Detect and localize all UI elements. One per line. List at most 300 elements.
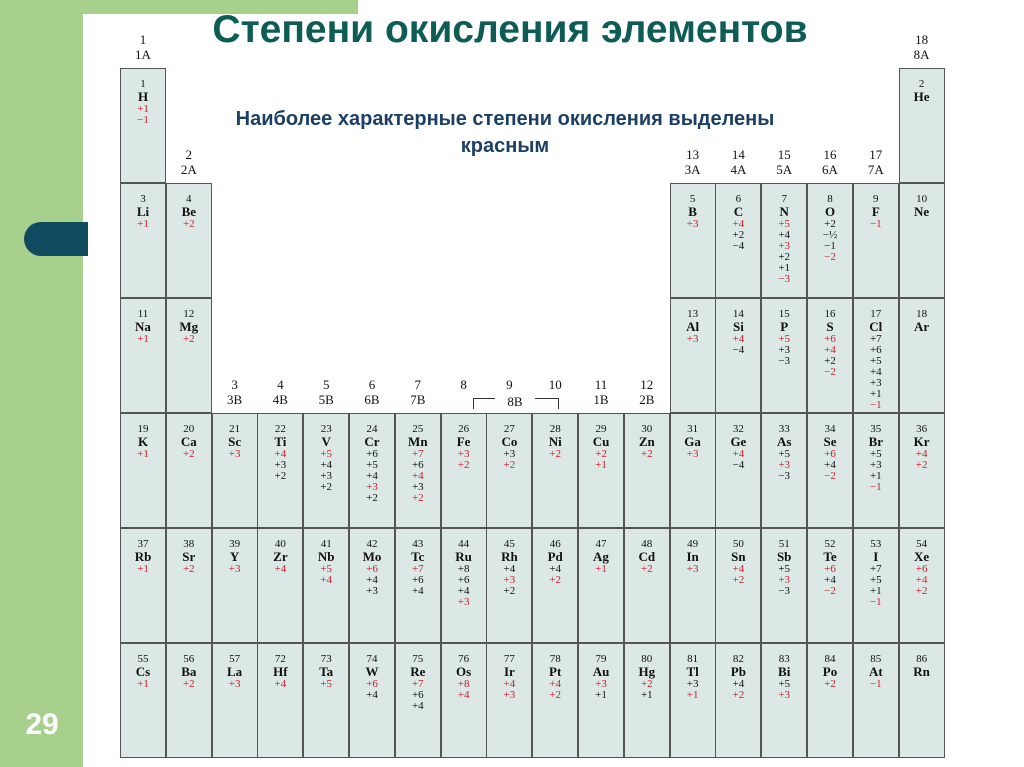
- element-symbol: In: [686, 549, 699, 564]
- oxidation-state: +3: [457, 448, 470, 460]
- decorative-pill: [24, 222, 88, 256]
- group-number: 2: [185, 147, 193, 162]
- atomic-number: 45: [503, 538, 515, 550]
- element-cell-ge: [715, 413, 761, 528]
- element-cell-la: [212, 643, 258, 758]
- oxidation-state: +3: [686, 333, 699, 345]
- atomic-number: 15: [778, 308, 790, 320]
- oxidation-state: +7: [869, 563, 882, 575]
- oxidation-state: +3: [778, 459, 791, 471]
- oxidation-state: +2: [824, 678, 836, 690]
- atomic-number: 49: [687, 538, 699, 550]
- oxidation-state: −1: [869, 218, 882, 230]
- element-symbol: Pb: [730, 664, 746, 679]
- element-cell-tl: [670, 643, 716, 758]
- atomic-number: 18: [916, 308, 928, 320]
- element-cell-ar: [899, 298, 945, 413]
- oxidation-state: +3: [228, 563, 241, 575]
- element-cell-h: [120, 68, 166, 183]
- oxidation-state: +3: [411, 481, 424, 493]
- oxidation-state: +2: [182, 563, 195, 575]
- element-symbol: C: [733, 204, 744, 219]
- oxidation-state: +2: [182, 218, 195, 230]
- oxidation-state: +4: [366, 574, 378, 586]
- oxidation-state: +2: [503, 459, 516, 471]
- oxidation-state: +4: [411, 585, 424, 597]
- oxidation-state: +6: [824, 563, 836, 575]
- oxidation-state: +5: [320, 678, 333, 690]
- element-cell-fe: [441, 413, 487, 528]
- element-cell-se: [807, 413, 853, 528]
- oxidation-state: −4: [732, 240, 745, 252]
- element-symbol: V: [321, 434, 331, 449]
- atomic-number: 29: [595, 423, 607, 435]
- element-symbol: Rn: [913, 664, 930, 679]
- element-symbol: B: [688, 204, 697, 219]
- atomic-number: 20: [183, 423, 195, 435]
- atomic-number: 21: [229, 423, 241, 435]
- oxidation-state: +3: [778, 689, 791, 701]
- element-cell-ru: [441, 528, 487, 643]
- atomic-number: 2: [918, 78, 925, 90]
- group-label: 4B: [272, 392, 288, 407]
- element-cell-mo: [349, 528, 395, 643]
- element-symbol: Se: [823, 434, 837, 449]
- group-number: 18: [915, 32, 929, 47]
- group-label: 4A: [730, 162, 747, 177]
- oxidation-state: +5: [869, 355, 882, 367]
- element-symbol: Au: [592, 664, 610, 679]
- element-symbol: O: [824, 204, 836, 219]
- atomic-number: 8: [827, 193, 833, 205]
- oxidation-state: +1: [137, 333, 149, 345]
- element-cell-po: [807, 643, 853, 758]
- element-cell-be: [166, 183, 212, 298]
- element-symbol: Kr: [913, 434, 930, 449]
- atomic-number: 51: [778, 538, 790, 550]
- atomic-number: 30: [641, 423, 653, 435]
- oxidation-state: +1: [869, 585, 882, 597]
- group-header-11: [578, 377, 624, 407]
- oxidation-state: +2: [366, 492, 378, 504]
- oxidation-state: −1: [869, 481, 882, 493]
- group-number: 9: [506, 377, 513, 392]
- atomic-number: 57: [229, 653, 241, 665]
- group-header-6: [349, 377, 395, 407]
- oxidation-state: +7: [869, 333, 882, 345]
- element-cell-he: [899, 68, 945, 183]
- element-cell-ga: [670, 413, 716, 528]
- element-cell-hg: [624, 643, 670, 758]
- oxidation-state: +1: [869, 470, 882, 482]
- atomic-number: 77: [503, 653, 515, 665]
- oxidation-state: +5: [320, 563, 333, 575]
- element-cell-tc: [395, 528, 441, 643]
- element-cell-al: [670, 298, 716, 413]
- group-header-5: [303, 377, 349, 407]
- element-cell-rh: [486, 528, 532, 643]
- oxidation-state: +4: [457, 689, 470, 701]
- oxidation-state: +4: [366, 470, 378, 482]
- atomic-number: 84: [824, 653, 836, 665]
- element-symbol: Bi: [778, 664, 791, 679]
- element-cell-w: [349, 643, 395, 758]
- element-symbol: Rb: [134, 549, 152, 564]
- group-number: 6: [368, 377, 376, 392]
- element-symbol: Ne: [914, 204, 930, 219]
- element-cell-f: [853, 183, 899, 298]
- group-label: 6B: [364, 392, 380, 407]
- element-cell-sn: [715, 528, 761, 643]
- group-header-8: [441, 377, 487, 392]
- atomic-number: 10: [916, 193, 928, 205]
- oxidation-state: +3: [274, 459, 287, 471]
- element-cell-na: [120, 298, 166, 413]
- oxidation-state: +4: [320, 574, 333, 586]
- oxidation-state: +2: [778, 251, 791, 263]
- oxidation-state: +2: [640, 678, 653, 690]
- element-cell-as: [761, 413, 807, 528]
- atomic-number: 38: [183, 538, 195, 550]
- oxidation-state: +2: [549, 574, 562, 586]
- element-symbol: Pd: [547, 549, 563, 564]
- element-cell-co: [486, 413, 532, 528]
- element-symbol: La: [227, 664, 243, 679]
- oxidation-state: +1: [595, 689, 607, 701]
- oxidation-state: +1: [640, 689, 653, 701]
- element-symbol: Re: [410, 664, 426, 679]
- element-cell-n: [761, 183, 807, 298]
- oxidation-state: +4: [732, 448, 745, 460]
- element-symbol: F: [871, 204, 880, 219]
- element-cell-cs: [120, 643, 166, 758]
- element-cell-bi: [761, 643, 807, 758]
- element-cell-xe: [899, 528, 945, 643]
- atomic-number: 26: [458, 423, 470, 435]
- atomic-number: 82: [732, 653, 744, 665]
- oxidation-state: +3: [457, 596, 470, 608]
- element-symbol: Ge: [730, 434, 747, 449]
- atomic-number: 35: [870, 423, 882, 435]
- element-symbol: Si: [732, 319, 744, 334]
- oxidation-state: +3: [503, 574, 516, 586]
- oxidation-state: +3: [228, 678, 241, 690]
- element-cell-kr: [899, 413, 945, 528]
- element-cell-mg: [166, 298, 212, 413]
- oxidation-state: +2: [915, 459, 928, 471]
- oxidation-state: +4: [411, 470, 424, 482]
- oxidation-state: +4: [824, 344, 836, 356]
- oxidation-state: +2: [503, 585, 516, 597]
- oxidation-state: −2: [824, 251, 836, 263]
- oxidation-state: −2: [824, 585, 836, 597]
- element-cell-k: [120, 413, 166, 528]
- oxidation-state: +5: [778, 563, 791, 575]
- atomic-number: 19: [137, 423, 149, 435]
- group-number: 16: [823, 147, 837, 162]
- atomic-number: 5: [689, 193, 696, 205]
- element-symbol: P: [780, 319, 789, 334]
- element-symbol: Cs: [135, 664, 151, 679]
- group-number: 17: [869, 147, 883, 162]
- element-symbol: S: [826, 319, 834, 334]
- oxidation-state: +5: [869, 448, 882, 460]
- group-header-4: [257, 377, 303, 407]
- atomic-number: 74: [366, 653, 378, 665]
- group-number: 10: [548, 377, 562, 392]
- element-symbol: Xe: [914, 549, 930, 564]
- atomic-number: 27: [503, 423, 515, 435]
- oxidation-state: +3: [869, 459, 882, 471]
- element-symbol: Hf: [273, 664, 288, 679]
- oxidation-state: +5: [778, 678, 791, 690]
- slide-subtitle: Наиболее характерные степени окисления выделены красным: [235, 108, 775, 157]
- element-symbol: I: [873, 549, 879, 564]
- oxidation-state: +6: [869, 344, 882, 356]
- element-symbol: Po: [822, 664, 838, 679]
- element-cell-ba: [166, 643, 212, 758]
- oxidation-state: +4: [366, 689, 378, 701]
- oxidation-state: +4: [732, 678, 745, 690]
- oxidation-state: +2: [732, 574, 745, 586]
- atomic-number: 25: [412, 423, 424, 435]
- oxidation-state: +4: [549, 563, 562, 575]
- atomic-number: 56: [183, 653, 195, 665]
- atomic-number: 44: [458, 538, 470, 550]
- oxidation-state: +4: [732, 218, 745, 230]
- atomic-number: 75: [412, 653, 424, 665]
- slide-number: 29: [25, 708, 59, 741]
- group-label: 5B: [318, 392, 334, 407]
- element-symbol: Tc: [411, 549, 425, 564]
- element-cell-au: [578, 643, 624, 758]
- slide-title: Степени окисления элементов: [212, 8, 808, 51]
- oxidation-state: +4: [503, 563, 516, 575]
- element-symbol: Ag: [593, 549, 609, 564]
- element-symbol: Sn: [731, 549, 746, 564]
- group-number: 5: [322, 377, 330, 392]
- group-number: 13: [686, 147, 700, 162]
- atomic-number: 7: [781, 193, 787, 205]
- atomic-number: 37: [137, 538, 149, 550]
- group-label: 7A: [867, 162, 884, 177]
- element-cell-pd: [532, 528, 578, 643]
- element-cell-v: [303, 413, 349, 528]
- group-header-12: [624, 377, 670, 407]
- element-cell-ni: [532, 413, 578, 528]
- oxidation-state: +5: [869, 574, 882, 586]
- oxidation-state: +2: [732, 689, 745, 701]
- element-symbol: Zn: [638, 434, 655, 449]
- oxidation-state: +2: [182, 678, 195, 690]
- element-symbol: He: [913, 89, 930, 104]
- oxidation-state: +4: [778, 229, 791, 241]
- group-number: 3: [231, 377, 238, 392]
- group-header-17: [853, 147, 899, 177]
- element-cell-ag: [578, 528, 624, 643]
- group-label: 1B: [593, 392, 609, 407]
- element-symbol: Ga: [684, 434, 701, 449]
- oxidation-state: +2: [182, 333, 195, 345]
- atomic-number: 3: [140, 193, 146, 205]
- oxidation-state: +3: [869, 377, 882, 389]
- oxidation-state: +5: [778, 333, 791, 345]
- oxidation-state: +7: [411, 448, 424, 460]
- group-label: 7B: [410, 392, 426, 407]
- oxidation-state: +6: [411, 574, 424, 586]
- element-symbol: As: [776, 434, 792, 449]
- oxidation-state: −1: [869, 596, 882, 608]
- atomic-number: 78: [549, 653, 561, 665]
- oxidation-state: +4: [915, 448, 928, 460]
- element-symbol: Ru: [455, 549, 472, 564]
- atomic-number: 42: [366, 538, 378, 550]
- element-symbol: Rh: [501, 549, 518, 564]
- group-number: 7: [414, 377, 422, 392]
- group-number: 8: [460, 377, 467, 392]
- group-header-16: [807, 147, 853, 177]
- oxidation-state: +5: [778, 448, 791, 460]
- oxidation-state: +4: [411, 700, 424, 712]
- atomic-number: 23: [320, 423, 332, 435]
- oxidation-state: −½: [822, 229, 838, 241]
- element-symbol: Br: [868, 434, 884, 449]
- element-cell-pt: [532, 643, 578, 758]
- element-cell-sr: [166, 528, 212, 643]
- atomic-number: 79: [595, 653, 607, 665]
- oxidation-state: +2: [411, 492, 424, 504]
- atomic-number: 11: [137, 308, 149, 320]
- atomic-number: 34: [824, 423, 836, 435]
- atomic-number: 9: [873, 193, 879, 205]
- element-cell-cd: [624, 528, 670, 643]
- element-cell-sc: [212, 413, 258, 528]
- element-cell-si: [715, 298, 761, 413]
- oxidation-state: +2: [640, 448, 653, 460]
- oxidation-state: +5: [320, 448, 333, 460]
- oxidation-state: +3: [778, 574, 791, 586]
- element-cell-y: [212, 528, 258, 643]
- atomic-number: 47: [595, 538, 607, 550]
- element-cell-ta: [303, 643, 349, 758]
- oxidation-state: +4: [457, 585, 470, 597]
- element-symbol: Ti: [274, 434, 287, 449]
- oxidation-state: +4: [503, 678, 516, 690]
- element-cell-li: [120, 183, 166, 298]
- element-cell-rn: [899, 643, 945, 758]
- oxidation-state: +2: [824, 355, 836, 367]
- oxidation-state: +7: [411, 678, 424, 690]
- group-header-7: [395, 377, 441, 407]
- atomic-number: 72: [274, 653, 286, 665]
- element-symbol: W: [365, 664, 379, 679]
- element-symbol: H: [137, 89, 149, 104]
- element-symbol: Ar: [914, 319, 930, 334]
- element-symbol: Ni: [548, 434, 562, 449]
- oxidation-state: −1: [869, 678, 882, 690]
- element-cell-zr: [257, 528, 303, 643]
- element-cell-ti: [257, 413, 303, 528]
- element-symbol: Ca: [180, 434, 197, 449]
- oxidation-state: +4: [824, 574, 836, 586]
- element-symbol: Cr: [364, 434, 380, 449]
- oxidation-state: +1: [869, 388, 882, 400]
- oxidation-state: +2: [640, 563, 653, 575]
- group-label: 1A: [135, 47, 151, 62]
- oxidation-state: +3: [686, 218, 699, 230]
- group-label: 8A: [913, 47, 930, 62]
- atomic-number: 31: [687, 423, 699, 435]
- element-cell-in: [670, 528, 716, 643]
- oxidation-state: +8: [457, 563, 470, 575]
- oxidation-state: −3: [778, 273, 791, 285]
- group-number: 15: [777, 147, 791, 162]
- atomic-number: 86: [916, 653, 928, 665]
- element-cell-te: [807, 528, 853, 643]
- element-symbol: N: [779, 204, 789, 219]
- element-cell-cl: [853, 298, 899, 413]
- oxidation-state: −2: [824, 470, 836, 482]
- element-cell-sb: [761, 528, 807, 643]
- oxidation-state: +2: [274, 470, 287, 482]
- oxidation-state: +4: [732, 563, 745, 575]
- element-symbol: Cd: [638, 549, 656, 564]
- atomic-number: 48: [641, 538, 653, 550]
- oxidation-state: +1: [137, 563, 149, 575]
- element-symbol: Cl: [869, 319, 883, 334]
- group-header-10: [532, 377, 578, 392]
- atomic-number: 17: [870, 308, 882, 320]
- element-symbol: Sb: [776, 549, 792, 564]
- oxidation-state: +5: [366, 459, 378, 471]
- element-symbol: Hg: [638, 664, 656, 679]
- oxidation-state: +4: [274, 563, 287, 575]
- oxidation-state: −3: [778, 585, 791, 597]
- element-symbol: Pt: [549, 664, 562, 679]
- atomic-number: 14: [732, 308, 744, 320]
- element-symbol: Te: [823, 549, 837, 564]
- oxidation-state: +2: [549, 448, 562, 460]
- oxidation-state: −4: [732, 459, 745, 471]
- oxidation-state: +3: [686, 678, 699, 690]
- atomic-number: 81: [687, 653, 699, 665]
- group-number: 14: [731, 147, 745, 162]
- oxidation-state: +3: [503, 689, 516, 701]
- oxidation-state: +2: [549, 689, 562, 701]
- group-label: 2B: [639, 392, 655, 407]
- group-label: 6A: [822, 162, 838, 177]
- element-symbol: Li: [136, 204, 150, 219]
- group-8b-label: 8B: [495, 394, 535, 409]
- atomic-number: 41: [320, 538, 332, 550]
- element-cell-c: [715, 183, 761, 298]
- atomic-number: 32: [732, 423, 744, 435]
- oxidation-state: +3: [366, 481, 378, 493]
- element-symbol: Mg: [179, 319, 199, 334]
- oxidation-state: +3: [320, 470, 333, 482]
- element-cell-cu: [578, 413, 624, 528]
- atomic-number: 39: [229, 538, 241, 550]
- element-cell-rb: [120, 528, 166, 643]
- element-cell-re: [395, 643, 441, 758]
- atomic-number: 54: [916, 538, 928, 550]
- oxidation-state: −3: [778, 470, 791, 482]
- element-symbol: Fe: [456, 434, 471, 449]
- group-header-9: [486, 377, 532, 392]
- atomic-number: 55: [137, 653, 149, 665]
- element-symbol: Al: [686, 319, 700, 334]
- element-cell-br: [853, 413, 899, 528]
